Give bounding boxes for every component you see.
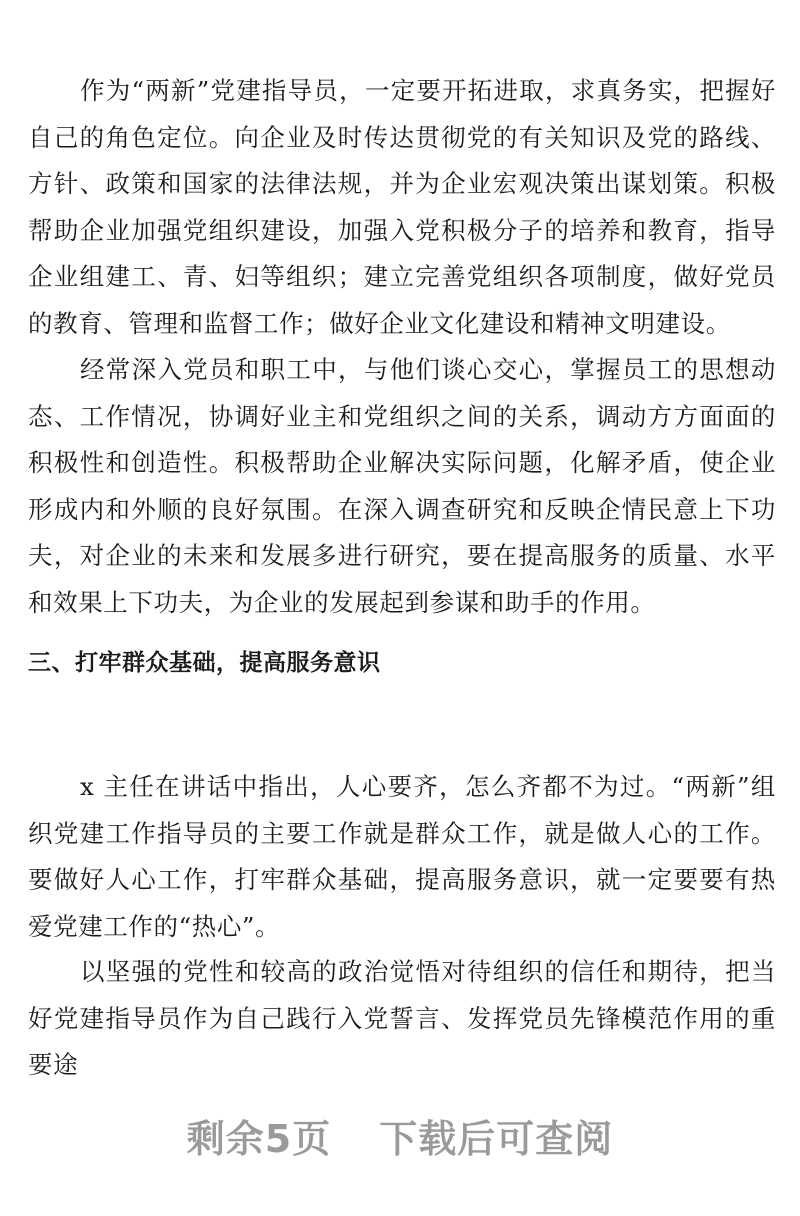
- body-paragraph: 作为“两新”党建指导员，一定要开拓进取，求真务实，把握好自己的角色定位。向企业及时传达贯彻党的有关知识及党的路线、方针、政策和国家的法律法规，并为企业宏观决策出谋划策。积极帮助企业加强党组织建设，加强入党积极分子的培养和教育，指导企业组建工、青、妇等组织；建立完善党组织各项制度，做好党员的教育、管理和监督工作；做好企业文化建设和精神文明建设。: [28, 76, 776, 338]
- download-banner[interactable]: [0, 1112, 800, 1166]
- body-paragraph: x 主任在讲话中指出，人心要齐，怎么齐都不为过。“两新”组织党建工作指导员的主要工作就是群众工作，就是做人心的工作。要做好人心工作，打牢群众基础，提高服务意识，就一定要要有热爱党建工作的“热心”。: [28, 772, 776, 941]
- remaining-pages-label[interactable]: 剩余5页: [186, 1117, 332, 1161]
- section-heading: 三、打牢群众基础，提高服务意识: [28, 650, 381, 676]
- download-prompt-label[interactable]: 下载后可查阅: [379, 1117, 614, 1161]
- body-paragraph: 经常深入党员和职工中，与他们谈心交心，掌握员工的思想动态、工作情况，协调好业主和党组织之间的关系，调动方方面面的积极性和创造性。积极帮助企业解决实际问题，化解矛盾，使企业形成内和外顺的良好氛围。在深入调查研究和反映企情民意上下功夫，对企业的未来和发展多进行研究，要在提高服务的质量、水平和效果上下功夫，为企业的发展起到参谋和助手的作用。: [28, 355, 776, 617]
- body-paragraph: 以坚强的党性和较高的政治觉悟对待组织的信任和期待，把当好党建指导员作为自己践行入党誓言、发挥党员先锋模范作用的重要途: [28, 957, 776, 1079]
